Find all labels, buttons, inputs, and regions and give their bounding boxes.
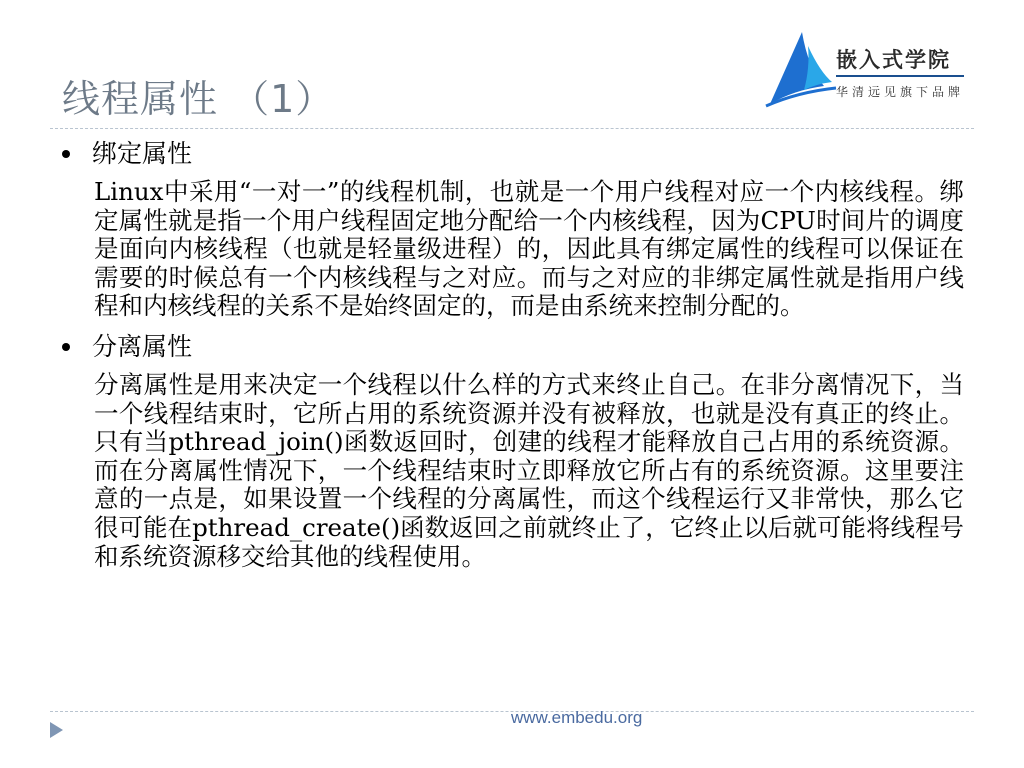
bullet-binding: [60, 136, 964, 172]
header-divider: [50, 128, 974, 129]
bullet-paragraph: 分离属性是用来决定一个线程以什么样的方式来终止自己。在非分离情况下，当一个线程结束时，它所占用的系统资源并没有被释放，也就是没有真正的终止。只有当pthread_join()函数返回时，创建的线程才能释放自己占用的系统资源。而在分离属性情况下，一个线程结束时立即释放它所占有的系统资源。这里要注意的一点是，如果设置一个线程的分离属性，而这个线程运行又非常快，那么它很可能在pthread_create()函数返回之前就终止了，它终止以后就可能将线程号和系统资源移交给其他的线程使用。: [94, 369, 964, 571]
slide-title: 线程属性 （1）: [62, 77, 335, 121]
bullet-heading: 分离属性: [92, 331, 193, 361]
bullet-heading: 绑定属性: [92, 139, 193, 168]
bullet-dot-icon: [62, 343, 70, 351]
bullet-dot-icon: [62, 150, 70, 158]
bullet-paragraph: Linux中采用“一对一”的线程机制，也就是一个用户线程对应一个内核线程。绑定属性就是指一个用户线程固定地分配给一个内核线程，因为CPU时间片的调度是面向内核线程（也就是轻量级进程）的，因此具有绑定属性的线程可以保证在需要的时候总有一个内核线程与之对应。而与之对应的非绑定属性就是指用户线程和内核线程的关系不是始终固定的，而是由系统来控制分配的。: [94, 177, 964, 321]
bullet-detach: [60, 329, 964, 365]
slide-content: [60, 136, 964, 579]
logo-slogan: 华清远见旗下品牌: [836, 85, 965, 99]
footer-url: www.embedu.org: [511, 708, 643, 727]
logo-name: 嵌入式学院: [836, 48, 951, 72]
logo-divider: [836, 75, 964, 77]
play-triangle-icon[interactable]: [50, 722, 63, 738]
